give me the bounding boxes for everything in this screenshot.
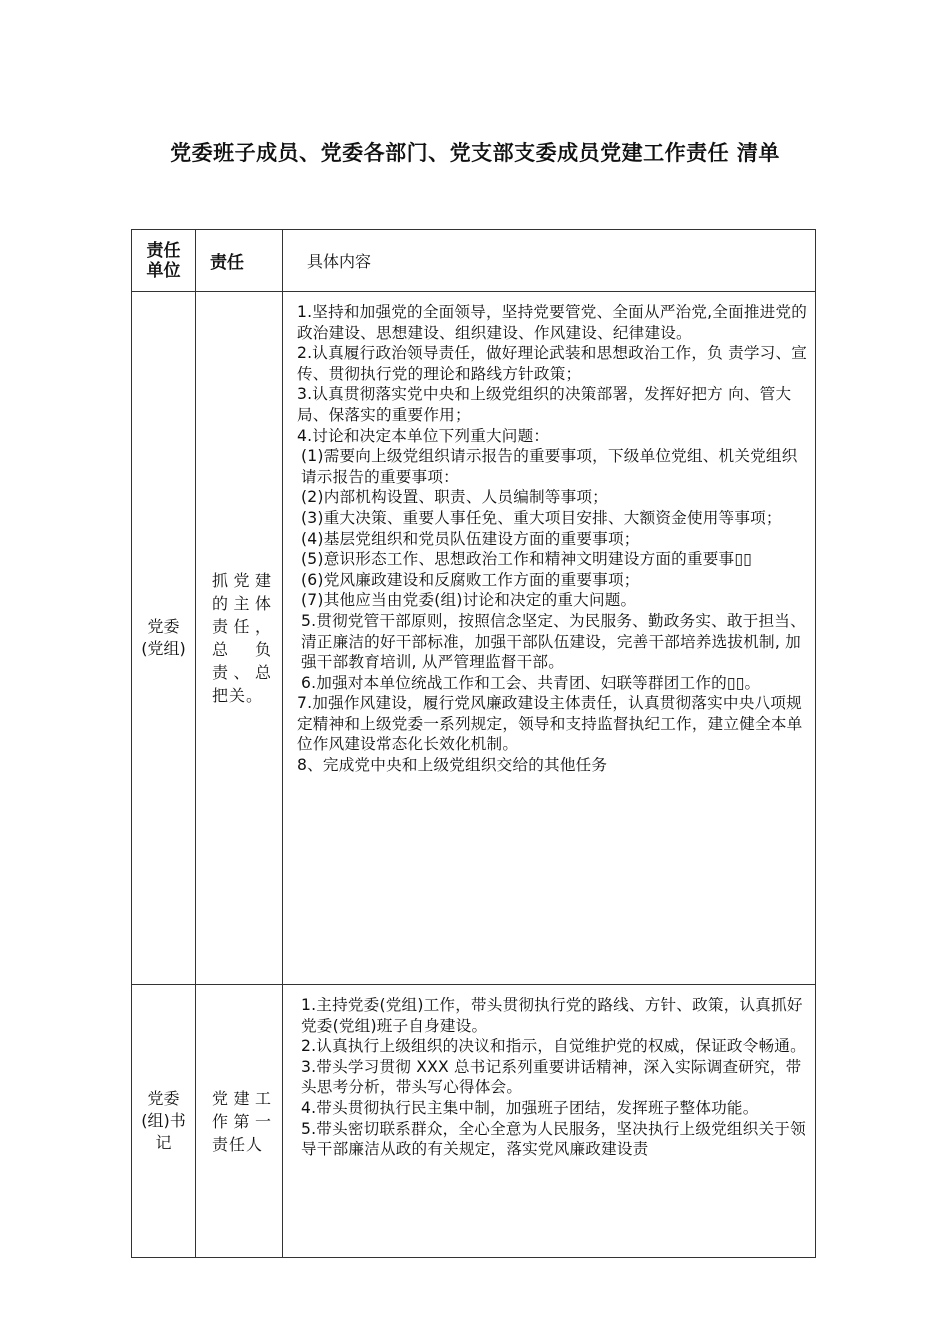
content-item: 3.带头学习贯彻 XXX 总书记系列重要讲话精神，深入实际调查研究，带头思考分析，带头写心得体会。 — [301, 1057, 802, 1097]
content-item: (6)党风廉政建设和反腐败工作方面的重要事项； — [301, 570, 640, 589]
content-item: 4.带头贯彻执行民主集中制，加强班子团结，发挥班子整体功能。 — [301, 1098, 759, 1117]
table-header-row — [132, 230, 816, 292]
content-item: 3.认真贯彻落实党中央和上级党组织的决策部署，发挥好把方 向、管大局、保落实的重要作用； — [297, 385, 792, 424]
responsibility-cell: 抓党建的主体责任，总负责、总把关。 — [196, 292, 283, 985]
content-item: 1.坚持和加强党的全面领导，坚持党要管党、全面从严治党,全面推进党的政治建设、思想建设、组织建设、作风建设、纪律建设。 — [297, 303, 808, 342]
table-row — [132, 985, 816, 1258]
content-item: (1)需要向上级党组织请示报告的重要事项，下级单位党组、机关党组织请示报告的重要事项： — [301, 447, 798, 486]
content-item: 1.主持党委(党组)工作，带头贯彻执行党的路线、方针、政策，认真抓好党委(党组)班子自身建设。 — [301, 996, 803, 1035]
content-item: 8、完成党中央和上级党组织交给的其他任务 — [297, 756, 608, 775]
content-item: (4)基层党组织和党员队伍建设方面的重要事项； — [301, 529, 640, 548]
content-item: 7.加强作风建设，履行党风廉政建设主体责任，认真贯彻落实中央八项规定精神和上级党委一系列规定，领导和支持监督执纪工作，建立健全本单位作风建设常态化长效化机制。 — [297, 694, 803, 754]
header-content: 具体内容 — [283, 230, 816, 292]
unit-cell: 党委(党组) — [132, 292, 196, 985]
content-item: 2.认真履行政治领导责任，做好理论武装和思想政治工作，负 责学习、宣传、贯彻执行党的理论和路线方针政策； — [297, 344, 808, 383]
document-title: 党委班子成员、党委各部门、党支部支委成员党建工作责任 清单 — [170, 141, 780, 165]
content-item: (2)内部机构设置、职责、人员编制等事项； — [301, 488, 608, 507]
content-cell — [283, 292, 816, 985]
content-item: (5)意识形态工作、思想政治工作和精神文明建设方面的重要事▯▯ — [301, 550, 752, 569]
responsibility-table — [131, 229, 816, 1258]
content-item: (3)重大决策、重要人事任免、重大项目安排、大额资金使用等事项； — [301, 508, 782, 527]
responsibility-cell: 党建工作第一责任人 — [196, 985, 283, 1258]
content-item: 2.认真执行上级组织的决议和指示，自觉维护党的权威，保证政令畅通。 — [301, 1037, 806, 1056]
content-item: 4.讨论和决定本单位下列重大问题： — [297, 426, 550, 445]
unit-cell: 党委(组)书记 — [132, 985, 196, 1258]
content-item: 5.贯彻党管干部原则，按照信念坚定、为民服务、勤政务实、敢于担当、清正廉洁的好干部标准，加强干部队伍建设，完善干部培养选拔机制, 加强干部教育培训, 从严管理监督干部。 — [301, 611, 806, 672]
content-item: 6.加强对本单位统战工作和工会、共青团、妇联等群团工作的▯▯。 — [301, 673, 761, 692]
content-cell — [283, 985, 816, 1258]
header-unit: 责任单位 — [132, 230, 196, 292]
content-item: 5.带头密切联系群众，全心全意为人民服务，坚决执行上级党组织关于领导干部廉洁从政的有关规定，落实党风廉政建设责 — [301, 1119, 806, 1159]
table-row — [132, 292, 816, 985]
header-responsibility: 责任 — [196, 230, 283, 292]
content-item: (7)其他应当由党委(组)讨论和决定的重大问题。 — [301, 591, 637, 610]
